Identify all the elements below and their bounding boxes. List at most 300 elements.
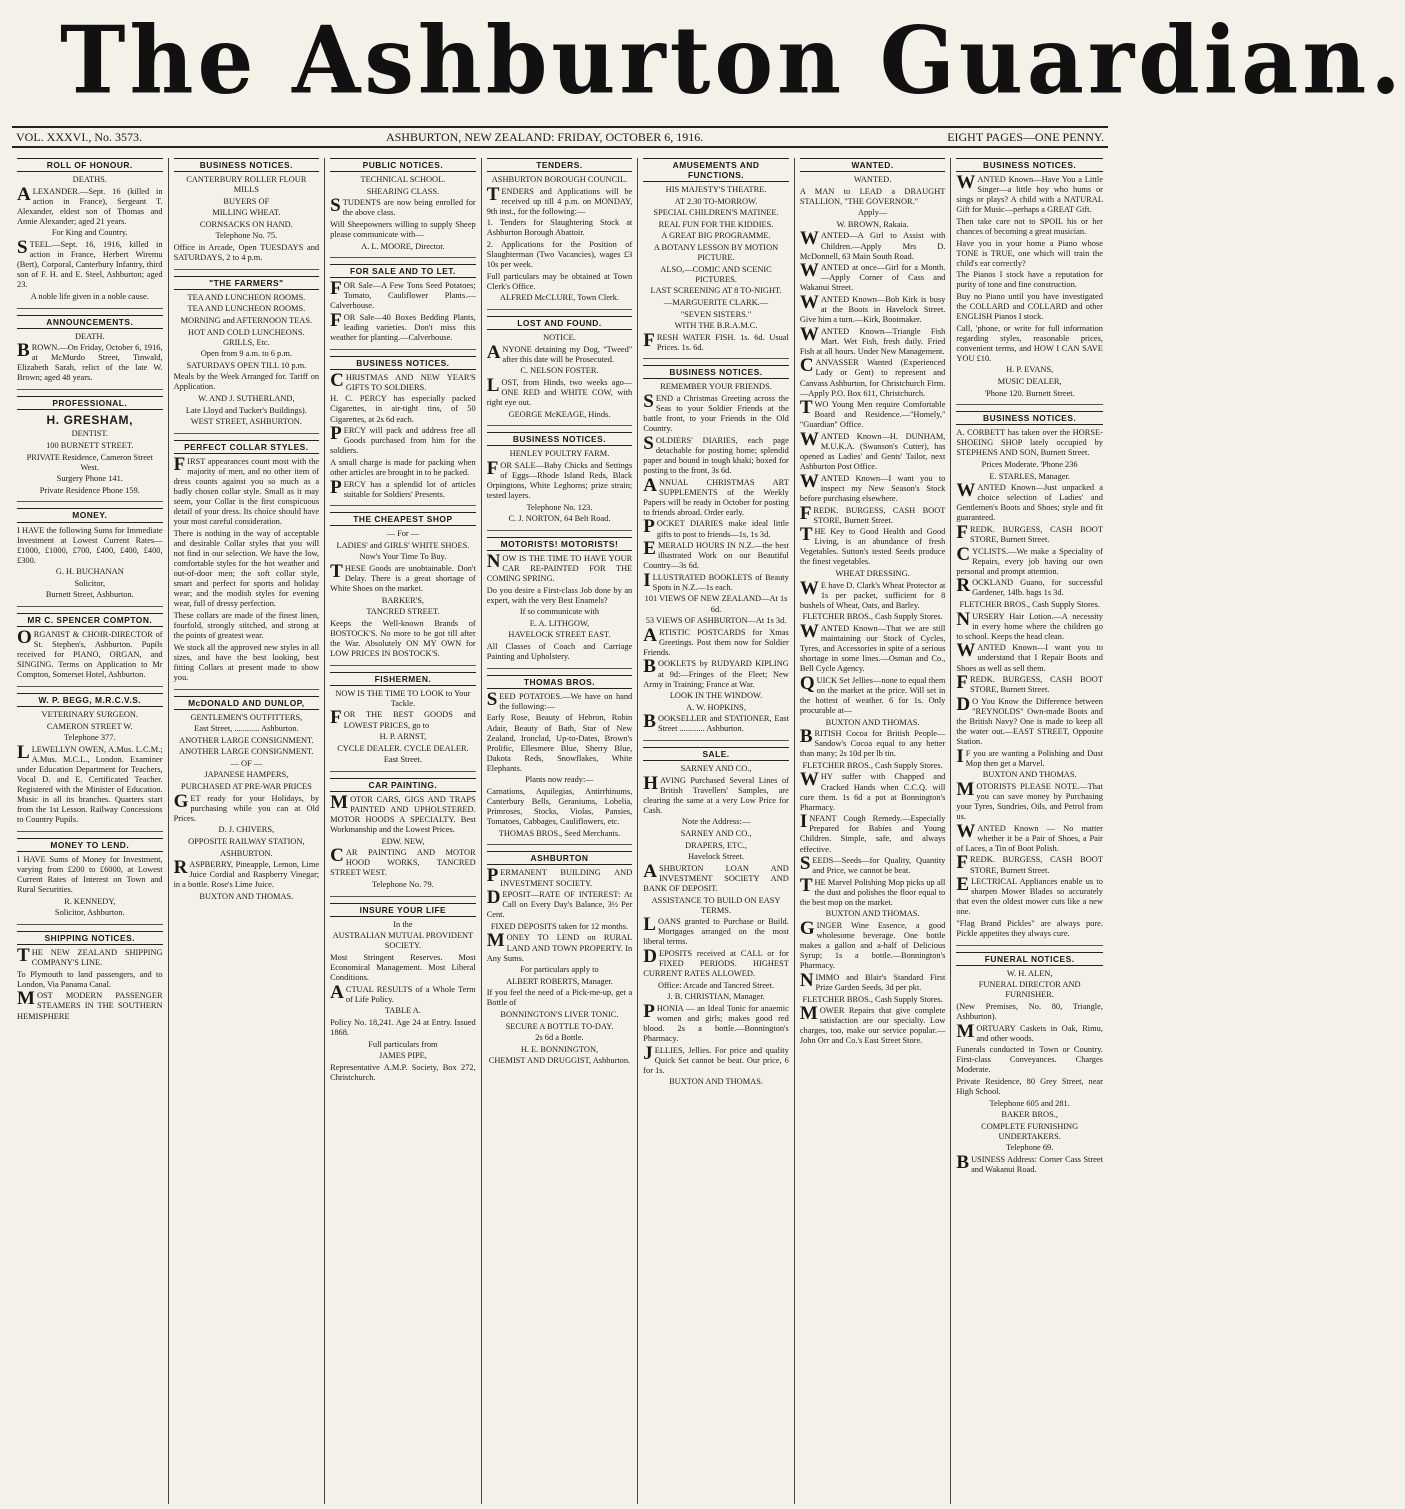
notice-text: I HAVE the following Sums for Immediate Investment at Lowest Current Rates—£1000, £1000, £700, £400, £400, £400, £300.: [17, 525, 163, 565]
notice-text: H. C. PERCY has especially packed Cigarettes, in air-tight tins, of 50 Cigarettes, at 2s 6d each.: [330, 394, 476, 424]
section-heading: BUSINESS NOTICES.: [174, 158, 320, 172]
notice-text: H. P. EVANS,: [1006, 365, 1054, 375]
notice-text: CORNSACKS ON HAND.: [199, 219, 293, 229]
notice-text: EMERALD HOURS IN N.Z.—the best illustrated Work on our Beautiful Country—3s 6d.: [643, 538, 789, 571]
notice-text: FREDK. BURGESS, CASH BOOT STORE, Burnett Street.: [956, 852, 1103, 875]
notice-text: SARNEY AND CO.,: [680, 764, 752, 774]
notice-text: BUXTON AND THOMAS.: [982, 770, 1077, 780]
notice-text: A. L. MOORE, Director.: [361, 241, 445, 251]
notice-text: TWO Young Men require Comfortable Board and Residence.—"Homely," "Guardian" Office.: [799, 397, 946, 430]
notice-text: MORTUARY Caskets in Oak, Rimu, and other woods.: [956, 1020, 1103, 1043]
advertisement-block: [17, 838, 163, 925]
section-heading: INSURE YOUR LIFE: [330, 903, 476, 917]
notice-text: PERCY has a splendid lot of articles suitable for Soldiers' Presents.: [330, 476, 476, 499]
notice-text: IF you are wanting a Polishing and Dust Mop then get a Marvel.: [956, 745, 1103, 768]
notice-text: Meals by the Week Arranged for. Tariff on Application.: [173, 372, 320, 392]
advertisement-block: [17, 315, 163, 390]
notice-text: Representative A.M.P. Society, Box 272, Christchurch.: [330, 1062, 476, 1082]
notice-text: CHRISTMAS AND NEW YEAR'S GIFTS TO SOLDIERS.: [330, 369, 476, 392]
notice-text: BUXTON AND THOMAS.: [825, 717, 920, 727]
notice-text: FUNERAL DIRECTOR AND FURNISHER.: [978, 980, 1081, 1000]
notice-text: Solicitor,: [74, 578, 106, 588]
notice-text: FREDK. BURGESS, CASH BOOT STORE, Burnett Street.: [956, 672, 1103, 695]
notice-text: FOR Sale—A Few Tons Seed Potatoes; Tomato, Cauliflower Plants.—Calverhouse.: [330, 278, 476, 311]
notice-text: TENDERS and Applications will be received up till 4 p.m. on MONDAY, 9th inst., for the following:—: [486, 183, 633, 216]
notice-text: DEPOSIT—RATE OF INTEREST: At Call on Every Day's Balance, 3½ Per Cent.: [486, 887, 633, 920]
notice-text: Open from 9 a.m. to 6 p.m.: [200, 349, 292, 359]
notice-text: These collars are made of the finest linen, fourfold, strongly stitched, and strong at the points of greatest wear.: [173, 610, 320, 641]
notice-text: ORGANIST & CHOIR-DIRECTOR of St. Stephen's, Ashburton. Pupils received for PIANO, ORGAN, and SINGING. Terms on Application to Mr Compton, Somerset Hotel, Ashburton.: [17, 627, 163, 680]
notice-text: ARTISTIC POSTCARDS for Xmas Greetings. Post them now for Soldier Friends.: [643, 624, 789, 657]
notice-text: WANTED Known—Bob Kirk is busy at the Boots in Havelock Street. Give him a turn.—Kirk, Bootmaker.: [799, 291, 946, 325]
notice-text: COMPLETE FURNISHING UNDERTAKERS.: [981, 1121, 1079, 1141]
section-heading: "THE FARMERS": [174, 276, 320, 290]
advertisement-block: [643, 158, 789, 359]
advertisement-block: [330, 903, 476, 1089]
notice-text: FLETCHER BROS., Cash Supply Stores.: [802, 994, 943, 1004]
notice-text: AUSTRALIAN MUTUAL PROVIDENT SOCIETY.: [332, 931, 474, 951]
notice-text: FLETCHER BROS., Cash Supply Stores.: [802, 760, 943, 770]
notice-text: Funerals conducted in Town or Country. First-class Conveyances. Charges Moderate.: [956, 1045, 1103, 1075]
advertiser-name: H. GRESHAM,: [46, 413, 134, 428]
notice-text: To Plymouth to land passengers, and to London, Via Panama Canal.: [17, 969, 163, 989]
notice-text: MILLING WHEAT.: [212, 208, 281, 218]
advertisement-block: [330, 356, 476, 507]
notice-text: 2. Applications for the Position of Slaughterman (Two Vacancies), wages £3 10s per week.: [486, 240, 633, 270]
notice-text: Buy no Piano until you have investigated the COLLARD and COLLARD and other ENGLISH Pianos I stock.: [956, 291, 1103, 322]
notice-text: Most Stringent Reserves. Most Economical Management. Most Liberal Conditions.: [330, 952, 476, 983]
advertisement-block: [17, 158, 163, 309]
notice-text: AT 2.30 TO-MORROW.: [674, 196, 758, 206]
notice-text: Private Residence Phone 159.: [39, 485, 140, 495]
notice-text: H. P. ARNST,: [379, 732, 427, 742]
notice-text: FREDK. BURGESS, CASH BOOT STORE, Burnett Street.: [799, 502, 946, 525]
notice-text: WANTED Known—I want you to understand that I Repair Boots and Shoes as well as sell them.: [956, 640, 1103, 673]
notice-text: STEEL.—Sept. 16, 1916, killed in action in France, Herbert Wiremu (Bert), Corporal, Canterbury Infantry, third son of F. H. and E. Steel, Ashburton; aged 23.: [17, 237, 163, 290]
notice-text: WHY suffer with Chapped and Cracked Hands when C.C.Q. will cure them. 1s 6d a pot at Bonnington's Pharmacy.: [799, 769, 946, 812]
notice-text: Prices Moderate. 'Phone 236: [981, 460, 1078, 470]
section-heading: CAR PAINTING.: [330, 778, 476, 792]
advertisement-block: [174, 158, 320, 270]
section-heading: BUSINESS NOTICES.: [487, 432, 633, 446]
section-heading: MR C. SPENCER COMPTON.: [17, 613, 163, 627]
notice-text: STUDENTS are now being enrolled for the above class.: [330, 195, 476, 218]
notice-text: BUSINESS Address: Corner Cass Street and Wakanui Road.: [956, 1151, 1103, 1175]
notice-text: EDW. NEW,: [381, 836, 425, 846]
notice-text: SPECIAL CHILDREN'S MATINEE.: [653, 208, 779, 218]
notice-text: PERCY will pack and address free all Goods purchased from him for the soldiers.: [330, 423, 476, 456]
advertisement-block: [330, 512, 476, 666]
notice-text: BONNINGTON'S LIVER TONIC.: [500, 1009, 619, 1019]
notice-text: TEA AND LUNCHEON ROOMS.: [187, 304, 306, 314]
section-heading: FOR SALE AND TO LET.: [330, 264, 476, 278]
notice-text: Then take care not to SPOIL his or her chances of becoming a great musician.: [956, 216, 1103, 236]
notice-text: REAL FUN FOR THE KIDDIES.: [658, 219, 774, 229]
notice-text: BOOKSELLER and STATIONER, East Street ............ Ashburton.: [643, 711, 789, 734]
notice-text: Burnett Street, Ashburton.: [45, 590, 134, 600]
notice-text: WANTED Known—Just unpacked a choice selection of Ladies' and Gentlemen's Boots and Shoes; style and fit guaranteed.: [956, 480, 1103, 523]
notice-text: WANTED Known—That we are still maintaining our Stock of Cycles, Tyres, and Accessories in spite of a serious shortage in some lines.—Osman and Co., Bell Cycle Agency.: [799, 620, 946, 674]
notice-text: FLETCHER BROS., Cash Supply Stores.: [802, 612, 943, 622]
notice-text: Telephone 605 and 281.: [989, 1098, 1070, 1108]
notice-text: Telephone No. 79.: [372, 880, 434, 890]
section-heading: FISHERMEN.: [330, 672, 476, 686]
notice-text: CANTERBURY ROLLER FLOUR MILLS: [186, 175, 307, 195]
notice-text: REMEMBER YOUR FRIENDS.: [660, 382, 772, 392]
section-heading: ROLL OF HONOUR.: [17, 158, 163, 172]
notice-text: Late Lloyd and Tucker's Buildings).: [185, 405, 307, 415]
advertisement-block: [330, 264, 476, 350]
notice-text: SECURE A BOTTLE TO-DAY.: [505, 1021, 614, 1031]
notice-text: HENLEY POULTRY FARM.: [509, 449, 610, 459]
advertisement-block: [487, 158, 633, 310]
advertisement-block: [487, 537, 633, 669]
notice-text: MOST MODERN PASSENGER STEAMERS IN THE SOUTHERN HEMISPHERE: [17, 988, 163, 1021]
notice-text: NIMMO and Blair's Standard First Prize Garden Seeds, 3d per pkt.: [799, 969, 946, 993]
advertisement-block: [174, 276, 320, 434]
notice-text: E. STARLES, Manager.: [989, 471, 1070, 481]
publication-place-date: ASHBURTON, NEW ZEALAND: FRIDAY, OCTOBER 6, 1916.: [385, 129, 704, 144]
notice-text: I HAVE Sums of Money for Investment, varying from £200 to £6000, at Lowest Current Rates of Interest on Town and Rural Securities.: [17, 855, 163, 895]
section-heading: FUNERAL NOTICES.: [956, 952, 1103, 966]
pages-and-price: EIGHT PAGES—ONE PENNY.: [947, 129, 1104, 144]
notice-text: WITH THE B.R.A.M.C.: [674, 321, 758, 331]
notice-text: Have you in your home a Piano whose TONE is TRUE, one which will train the child's ear correctly?: [956, 238, 1103, 268]
notice-text: MOWER Repairs that give complete satisfaction are our specialty. Low charges, too, make our service popular.—John Orr and Co.'s East Street Store.: [799, 1003, 946, 1046]
notice-text: NOW IS THE TIME TO LOOK to Your Tackle.: [335, 688, 471, 708]
notice-text: If so communicate with: [519, 607, 600, 617]
notice-text: BUYERS OF: [223, 196, 270, 206]
notice-text: C. NELSON FOSTER.: [520, 366, 599, 376]
advertisement-block: [17, 931, 163, 1027]
notice-text: East Street, ............ Ashburton.: [194, 724, 299, 734]
notice-text: LOANS granted to Purchase or Build. Mortgages arranged on the most liberal terms.: [643, 914, 789, 947]
advertisement-block: [17, 396, 163, 502]
notice-text: We stock all the approved new styles in all sizes, and have the best looking, best fitting Collars at present made to show you.: [173, 642, 320, 682]
notice-text: WANTED Known—H. DUNHAM, M.U.K.A. (Swanson's Cutter), has opened as Ladies' and Gents' Tailor, next Ashburton Post Office.: [799, 428, 946, 472]
notice-text: CYCLE DEALER. CYCLE DEALER.: [337, 743, 469, 753]
notice-text: FREDK. BURGESS, CASH BOOT STORE, Burnett Street.: [956, 522, 1103, 545]
notice-text: ELECTRICAL Appliances enable us to sharpen Mower Blades so accurately that even the oldest mower cuts like a new one.: [956, 874, 1103, 917]
section-heading: SALE.: [643, 747, 789, 761]
notice-text: Private Residence, 80 Grey Street, near High School.: [956, 1076, 1103, 1096]
notice-text: Havelock Street.: [688, 852, 744, 862]
section-heading: THE CHEAPEST SHOP: [330, 512, 476, 526]
notice-text: NURSERY Hair Lotion.—A necessity in every home where the children go to school. Keeps the head clean.: [956, 608, 1103, 641]
notice-text: MORNING and AFTERNOON TEAS.: [180, 315, 313, 325]
notice-text: WANTED Known—I want you to inspect my New Season's Stock before purchasing elsewhere.: [799, 470, 946, 503]
notice-text: FOR THE BEST GOODS and LOWEST PRICES, go to: [330, 707, 476, 730]
notice-text: GENTLEMEN'S OUTFITTERS,: [190, 712, 303, 722]
advertisement-block: [643, 747, 789, 1093]
newspaper-column-4: [482, 158, 639, 1504]
notice-text: GINGER Wine Essence, a good wholesome beverage. One bottle makes a gallon and a-half of Delicious Syrup; 1s a bottle.—Bonnington's Pharmacy.: [799, 918, 946, 971]
notice-text: A. CORBETT has taken over the HORSE-SHOEING SHOP lately occupied by STEPHENS AND SON, Burnett Street.: [956, 428, 1103, 458]
notice-text: THE Marvel Polishing Mop picks up all the dust and polishes the floor equal to the best mop on the market.: [799, 874, 946, 907]
notice-text: DRAPERS, ETC.,: [685, 840, 747, 850]
notice-text: Surgery Phone 141.: [56, 474, 123, 484]
notice-text: DEATH.: [75, 331, 105, 341]
notice-text: For King and Country.: [51, 228, 128, 238]
advertisement-block: [643, 365, 789, 741]
notice-text: If you feel the need of a Pick-me-up, get a Bottle of: [486, 988, 633, 1008]
notice-text: Call, 'phone, or write for full information regarding styles, reasonable prices, convenient terms, and HOW I CAN SAVE YOU £10.: [956, 323, 1103, 363]
section-heading: PUBLIC NOTICES.: [330, 158, 476, 172]
notice-text: FOR SALE—Baby Chicks and Settings of Eggs—Rhode Island Reds, Black Orpingtons, White Leghorns; prize strain; tested layers.: [486, 457, 633, 501]
notice-text: All Classes of Coach and Carriage Painting and Upholstery.: [486, 642, 633, 662]
notice-text: LOST, from Hinds, two weeks ago—ONE RED and WHITE COW, with right eye out.: [486, 374, 633, 408]
notice-text: HIS MAJESTY'S THEATRE.: [665, 185, 767, 195]
notice-text: 'Phone 120. Burnett Street.: [984, 388, 1075, 398]
notice-text: ANYONE detaining my Dog, "Tweed" after this date will be Prosecuted.: [486, 341, 633, 364]
section-heading: BUSINESS NOTICES.: [643, 365, 789, 379]
notice-text: East Street.: [383, 755, 422, 765]
advertisement-block: [174, 440, 320, 690]
advertisement-block: [17, 508, 163, 607]
notice-text: — For —: [386, 529, 420, 539]
section-heading: MONEY.: [17, 508, 163, 522]
notice-text: SOLDIERS' DIARIES, each page detachable for posting home; splendid paper and bound in tough khaki; boxed for posting to the front, 3s 6d.: [643, 432, 789, 476]
notice-text: Will Sheepowners willing to supply Sheep please communicate with—: [330, 219, 476, 239]
notice-text: ASHBURTON LOAN AND INVESTMENT SOCIETY AND BANK OF DEPOSIT.: [643, 860, 789, 893]
notice-text: —MARGUERITE CLARK.—: [663, 297, 769, 307]
notice-text: HAVELOCK STREET EAST.: [508, 630, 611, 640]
notice-text: SEEDS—Seeds—for Quality, Quantity and Price, we cannot be beat.: [799, 853, 946, 876]
section-heading: MOTORISTS! MOTORISTS!: [487, 537, 633, 551]
newspaper-column-6: [795, 158, 952, 1504]
advertisement-block: [487, 432, 633, 531]
notice-text: ASSISTANCE TO BUILD ON EASY TERMS.: [651, 895, 781, 915]
notice-text: FOR Sale—40 Boxes Bedding Plants, leading varieties. Don't miss this weather for planting.—Calverhouse.: [330, 309, 476, 343]
notice-text: Telephone No. 123.: [526, 502, 593, 512]
notice-text: ACTUAL RESULTS of a Whole Term of Life Policy.: [330, 981, 476, 1004]
notice-text: ANOTHER LARGE CONSIGNMENT.: [179, 747, 314, 757]
advertisement-block: [330, 158, 476, 258]
notice-text: W. H. ALEN,: [1006, 968, 1053, 978]
newspaper-column-2: [169, 158, 326, 1504]
notice-text: FIXED DEPOSITS taken for 12 months.: [490, 921, 629, 931]
notice-text: Full particulars may be obtained at Town Clerk's Office.: [486, 271, 633, 291]
notice-text: Apply—: [857, 208, 888, 218]
notice-text: CAMERON STREET W.: [46, 721, 133, 731]
notice-text: For particulars apply to: [520, 965, 599, 975]
notice-text: FLETCHER BROS., Cash Supply Stores.: [959, 600, 1100, 610]
notice-text: 53 VIEWS OF ASHBURTON—At 1s 3d.: [645, 616, 787, 626]
notice-text: The Pianos I stock have a reputation for purity of tone and fine construction.: [956, 270, 1103, 290]
notice-text: A. W. HOPKINS,: [686, 702, 746, 712]
notice-text: CHEMIST AND DRUGGIST, Ashburton.: [488, 1056, 631, 1066]
notice-text: SEED POTATOES.—We have on hand the following:—: [486, 688, 633, 711]
notice-text: THE NEW ZEALAND SHIPPING COMPANY'S LINE.: [17, 945, 163, 968]
notice-text: DEPOSITS received at CALL or for FIXED PERIODS. HIGHEST CURRENT RATES ALLOWED.: [643, 945, 789, 979]
notice-text: SHEARING CLASS.: [366, 186, 440, 196]
notice-text: MOTOR CARS, GIGS AND TRAPS PAINTED AND UPHOLSTERED. MOTOR HOODS A SPECIALTY. Best Workmanship and the Lowest Prices.: [330, 791, 476, 835]
notice-text: DENTIST.: [71, 429, 108, 439]
notice-text: GEORGE McKEAGE, Hinds.: [508, 409, 611, 419]
newspaper-column-7: [951, 158, 1108, 1504]
notice-text: Office: Arcade and Tancred Street.: [657, 980, 775, 990]
advertisement-block: [956, 411, 1103, 945]
notice-text: PHONIA — an Ideal Tonic for anaemic women and girls; makes good red blood. 2s a bottle.—Bonnington's Pharmacy.: [643, 1000, 789, 1044]
section-heading: BUSINESS NOTICES.: [956, 411, 1103, 425]
advertisement-block: [487, 316, 633, 426]
notice-text: R. KENNEDY,: [64, 896, 116, 906]
notice-text: "SEVEN SISTERS.": [680, 309, 752, 319]
notice-text: WANTED Known—Have You a Little Singer—a little boy who hums or sings or plays? A child with a NATURAL Gift for Music—perhaps a GREAT Gift.: [956, 172, 1103, 215]
section-heading: PROFESSIONAL.: [17, 396, 163, 410]
section-heading: BUSINESS NOTICES.: [330, 356, 476, 370]
notice-text: TEA AND LUNCHEON ROOMS.: [187, 292, 306, 302]
notice-text: (New Premises, No. 80, Triangle, Ashburton).: [956, 1001, 1103, 1021]
notice-text: BUXTON AND THOMAS.: [669, 1077, 763, 1087]
notice-text: A noble life given in a noble cause.: [30, 291, 149, 301]
notice-text: JELLIES, Jellies. For price and quality Quick Set cannot be beat. Our price, 6 for 1s.: [643, 1042, 789, 1075]
section-heading: SHIPPING NOTICES.: [17, 931, 163, 945]
notice-text: FRESH WATER FISH. 1s. 6d. Usual Prices. 1s. 6d.: [643, 329, 789, 352]
notice-text: ASHBURTON BOROUGH COUNCIL.: [491, 175, 628, 185]
section-heading: McDONALD AND DUNLOP,: [174, 696, 320, 710]
notice-text: A GREAT BIG PROGRAMME.: [661, 231, 771, 241]
notice-text: ALSO,—COMIC AND SCENIC PICTURES.: [660, 264, 772, 284]
notice-text: BARKER'S,: [381, 595, 425, 605]
advertisement-block: [174, 696, 320, 908]
section-heading: TENDERS.: [487, 158, 633, 172]
notice-text: SEND a Christmas Greeting across the Seas to your Soldier Friends at the battle front, to your Friends in the Old Country.: [643, 390, 789, 434]
notice-text: Carnations, Aquilegias, Antirrhinums, Canterbury Bells, Geraniums, Lobelia, Primroses, Stocks, Violas, Pansies, Tomatoes, Cabbages, Cauliflowers, etc.: [486, 786, 633, 827]
notice-text: PERMANENT BUILDING AND INVESTMENT SOCIETY.: [486, 865, 633, 888]
notice-text: INFANT Cough Remedy.—Especially Prepared for Babies and Young Children. Simple, safe, and always effective.: [799, 811, 946, 854]
notice-text: PURCHASED AT PRE-WAR PRICES: [180, 782, 312, 792]
advertisement-block: [17, 693, 163, 832]
notice-text: DEATHS.: [72, 175, 107, 185]
notice-text: Telephone 377.: [64, 733, 116, 743]
notice-text: "Flag Brand Pickles" are always pure. Pickle appetites they always cure.: [956, 918, 1103, 938]
notice-text: TANCRED STREET.: [366, 607, 440, 617]
section-heading: THOMAS BROS.: [487, 675, 633, 689]
advertisement-block: [487, 675, 633, 846]
newspaper-column-3: [325, 158, 482, 1504]
notice-text: MONEY TO LEND on RURAL LAND AND TOWN PROPERTY. In Any Sums.: [486, 930, 633, 963]
notice-text: A small charge is made for packing when other articles are brought in to be packed.: [330, 457, 476, 477]
section-heading: LOST AND FOUND.: [487, 316, 633, 330]
notice-text: ILLUSTRATED BOOKLETS of Beauty Spots in N.Z.—1s each.: [643, 569, 789, 592]
dateline-bar: [12, 126, 1108, 148]
advertisement-block: [330, 778, 476, 897]
notice-text: CANVASSER Wanted (Experienced Lady or Gent) to represent and Canvass Ashburton, for Christchurch Firm.—Apply P.O. Box 611, Christchurch.: [799, 355, 946, 398]
section-heading: WANTED.: [800, 158, 946, 172]
notice-text: BUXTON AND THOMAS.: [825, 909, 920, 919]
notice-text: TABLE A.: [384, 1006, 421, 1016]
notice-text: WANTED—A Girl to Assist with Children.—Apply Mrs D. McDonnell, 63 Main South Road.: [799, 228, 946, 261]
notice-text: C. J. NORTON, 64 Belt Road.: [508, 514, 611, 524]
notice-text: Telephone No. 75.: [215, 231, 278, 241]
notice-text: Solicitor, Ashburton.: [54, 908, 125, 918]
notice-text: Telephone 69.: [1005, 1143, 1054, 1153]
notice-text: RASPBERRY, Pineapple, Lemon, Lime Juice Cordial and Raspberry Vinegar; in a bottle. Rose's Lime Juice.: [173, 857, 320, 890]
advertisement-block: [956, 158, 1103, 405]
section-heading: BUSINESS NOTICES.: [956, 158, 1103, 172]
notice-text: LOOK IN THE WINDOW.: [669, 691, 763, 701]
notice-text: Full particulars from: [368, 1039, 438, 1049]
newspaper-masthead: The Ashburton Guardian.: [60, 5, 1405, 115]
notice-text: SATURDAYS OPEN TILL 10 p.m.: [186, 360, 307, 370]
newspaper-page: [12, 158, 1108, 1504]
notice-text: WHEAT DRESSING.: [835, 568, 910, 578]
notice-text: NOTICE.: [543, 333, 576, 343]
advertisement-block: [800, 158, 946, 1052]
section-heading: ASHBURTON: [487, 851, 633, 865]
notice-text: LLEWELLYN OWEN, A.Mus. L.C.M.; A.Mus. M.C.L., London. Examiner under Education Department for Teachers, Vocal D. and E. Certificated Teacher. Registered with the Minister of Education. Music in all its branches. Quarters start from the 1st Lesson. Railway Concessions to Country Pupils.: [17, 741, 163, 825]
notice-text: FIRST appearances count most with the majority of men, and no other item of dress counts against you so much as a badly chosen collar style. Small as it may seem, your Collar is the first conspicuous detail of your dress. Its choice should have your most careful consideration.: [173, 453, 320, 527]
advertisement-block: [956, 952, 1103, 1181]
notice-text: BRITISH Cocoa for British People—Sandow's Cocoa equal to any better than many; 2s 10d per lb tin.: [799, 726, 946, 759]
notice-text: Policy No. 18,241. Age 24 at Entry. Issued 1868.: [330, 1017, 476, 1037]
section-heading: W. P. BEGG, M.R.C.V.S.: [17, 693, 163, 707]
section-heading: MONEY TO LEND.: [17, 838, 163, 852]
notice-text: BOOKLETS by RUDYARD KIPLING at 9d:—Fringes of the Fleet; New Army in Training; France at War.: [643, 656, 789, 689]
notice-text: Plants now ready:—: [525, 775, 594, 785]
newspaper-column-5: [638, 158, 795, 1504]
notice-text: WANTED Known—Triangle Fish Mart. Wet Fish, fresh daily. Fried Fish at all hours. Under New Management.: [799, 323, 946, 356]
notice-text: BAKER BROS.,: [1001, 1110, 1058, 1120]
notice-text: PRIVATE Residence, Cameron Street West.: [26, 452, 153, 472]
notice-text: A BOTANY LESSON BY MOTION PICTURE.: [653, 243, 779, 263]
notice-text: A MAN to LEAD a DRAUGHT STALLION, "THE GOVERNOR.": [799, 186, 946, 206]
notice-text: ALEXANDER.—Sept. 16 (killed in action in France), Sergeant T. Alexander, eldest son of Thomas and Annie Alexander; aged 21 years.: [17, 183, 163, 226]
notice-text: DO You Know the Difference between "REYNOLDS" Own-made Boots and the British Navy? One is made to keep all the water out.—EAST STREET, Opposite Station.: [956, 693, 1103, 747]
notice-text: G. H. BUCHANAN: [55, 567, 124, 577]
notice-text: THE Key to Good Health and Good Living, is an abundance of fresh Vegetables. Sutton's tested Seeds produce the finest vegetables.: [799, 524, 946, 567]
notice-text: THESE Goods are unobtainable. Don't Delay. There is a great shortage of White Shoes on the market.: [330, 561, 476, 594]
notice-text: D. J. CHIVERS,: [218, 825, 275, 835]
advertisement-block: [17, 613, 163, 687]
notice-text: THOMAS BROS., Seed Merchants.: [498, 828, 621, 838]
notice-text: MOTORISTS PLEASE NOTE.—That you can save money by Purchasing your Tyres, Sundries, Oils, and Petrol from us.: [956, 778, 1103, 822]
notice-text: Early Rose, Beauty of Hebron, Robin Adair, Beauty of Bath, Star of New Zealand, Ironclad, Up-to-Dates, Brown's Prolific, Ellesmere Blue, Sherry Blue, Dakota Reds, Snowflakes, White Elephants.: [486, 713, 633, 773]
notice-text: VETERINARY SURGEON.: [41, 710, 139, 720]
notice-text: CAR PAINTING AND MOTOR HOOD WORKS, TANCRED STREET WEST.: [330, 845, 476, 878]
notice-text: NOW IS THE TIME TO HAVE YOUR CAR RE-PAINTED FOR THE COMING SPRING.: [486, 550, 633, 584]
notice-text: JAMES PIPE,: [378, 1051, 427, 1061]
notice-text: WANTED.: [853, 175, 892, 185]
section-heading: ANNOUNCEMENTS.: [17, 315, 163, 329]
notice-text: WEST STREET, ASHBURTON.: [190, 417, 302, 427]
notice-text: W. AND J. SUTHERLAND,: [198, 393, 295, 403]
notice-text: CYCLISTS.—We make a Speciality of Repairs, every job having our own personal and prompt attention.: [956, 543, 1103, 576]
notice-text: WANTED Known — No matter whether it be a Pair of Shoes, a Pair of Laces, a Tin of Boot Polish.: [956, 820, 1103, 853]
notice-text: 1. Tenders for Slaughtering Stock at Ashburton Borough Abattoir.: [486, 218, 633, 238]
notice-text: ANOTHER LARGE CONSIGNMENT.: [179, 735, 314, 745]
notice-text: GET ready for your Holidays, by purchasing while you can at Old Prices.: [173, 790, 320, 823]
notice-text: WANTED at once—Girl for a Month.—Apply Corner of Cass and Wakanui Street.: [799, 260, 946, 293]
notice-text: J. B. CHRISTIAN, Manager.: [667, 992, 765, 1002]
notice-text: Do you desire a First-class Job done by an expert, with the very Best Enamels?: [486, 585, 633, 605]
notice-text: H. E. BONNINGTON,: [520, 1044, 599, 1054]
notice-text: Note the Address:—: [681, 817, 751, 827]
notice-text: SARNEY AND CO.,: [680, 829, 752, 839]
volume-number: VOL. XXXVI., No. 3573.: [16, 129, 142, 144]
notice-text: ALBERT ROBERTS, Manager.: [506, 976, 613, 986]
newspaper-column-1: [12, 158, 169, 1504]
notice-text: QUICK Set Jellies—none to equal them on the market at the price. Will set in the hottest of weather. 6 for 1s. Only procurable at—: [799, 672, 946, 715]
notice-text: 101 VIEWS OF NEW ZEALAND—At 1s 6d.: [644, 594, 788, 614]
advertisement-block: [487, 851, 633, 1071]
section-heading: PERFECT COLLAR STYLES.: [174, 440, 320, 454]
notice-text: TECHNICAL SCHOOL.: [360, 175, 446, 185]
notice-text: 2s 6d a Bottle.: [535, 1033, 584, 1043]
notice-text: E. A. LITHGOW,: [529, 618, 590, 628]
notice-text: Now's Your Time To Buy.: [359, 552, 447, 562]
